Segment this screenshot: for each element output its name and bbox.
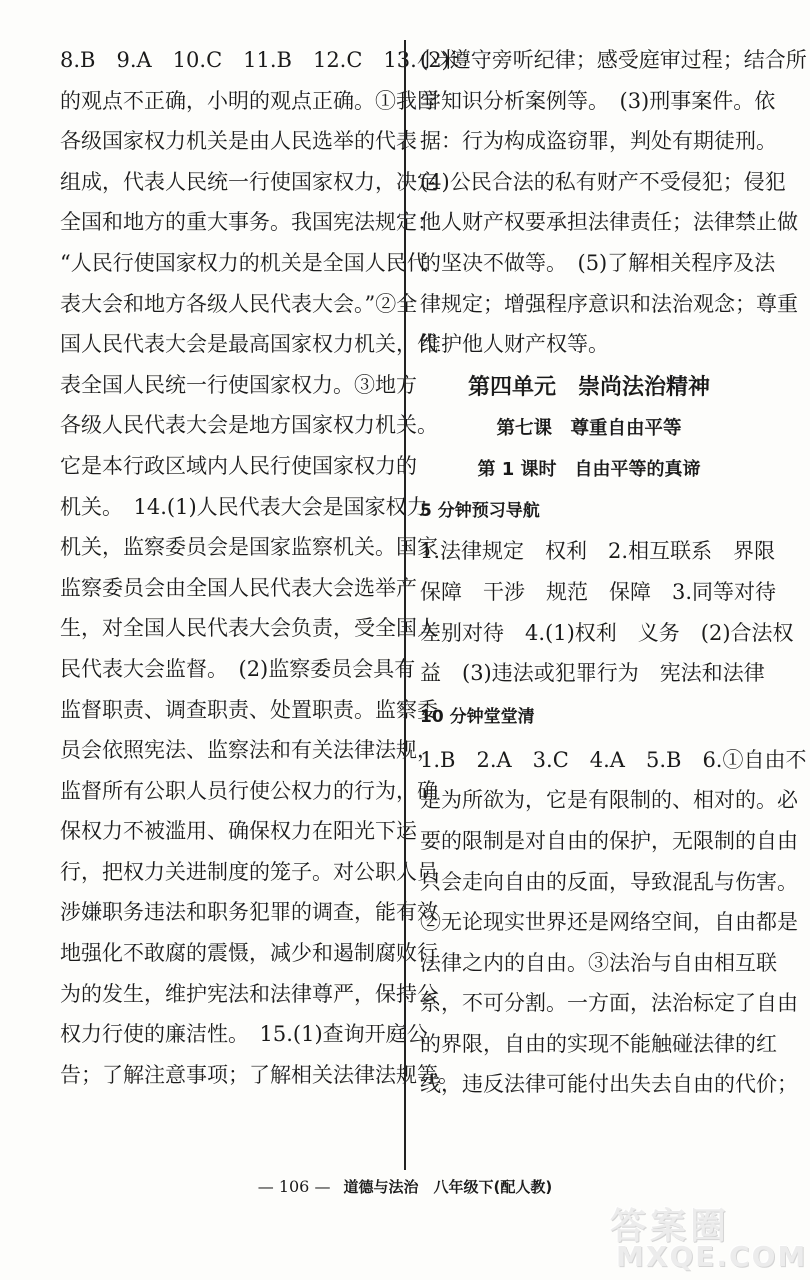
left-column-line: 保权力不被滥用、确保权力在阳光下运 [60, 819, 417, 844]
left-column-line: 生，对全国人民代表大会负责，受全国人 [60, 616, 438, 641]
left-column-line: 它是本行政区域内人民行使国家权力的 [60, 453, 417, 478]
right-top-line: (2)遵守旁听纪律；感受庭审过程；结合所 [420, 48, 807, 72]
left-column-line: 各级人民代表大会是地方国家权力机关。 [60, 413, 438, 438]
classwork-answer-line: ②无论现实世界还是网络空间，自由都是 [420, 910, 798, 935]
section-preview-answers [420, 531, 794, 693]
left-column-line: 各级国家权力机关是由人民选举的代表 [60, 129, 417, 154]
left-column-line: 机关。 14.(1)人民代表大会是国家权力 [60, 494, 428, 519]
left-column-line: 国人民代表大会是最高国家权力机关，代 [60, 332, 438, 357]
left-column-line: 涉嫌职务违法和职务犯罪的调查，能有效 [60, 900, 438, 925]
section-classwork-answers [420, 740, 807, 1105]
left-column-line: 告；了解注意事项；了解相关法律法规等。 [60, 1062, 459, 1087]
column-divider [404, 40, 406, 1170]
left-column-line: 民代表大会监督。 (2)监察委员会具有 [60, 656, 416, 681]
classwork-answer-line: 的界限，自由的实现不能触碰法律的红 [420, 1031, 777, 1056]
left-column-line: 全国和地方的重大事务。我国宪法规定： [60, 210, 438, 235]
left-column-line: 员会依照宪法、监察法和有关法律法规， [60, 738, 438, 763]
left-column-line: 表全国人民统一行使国家权力。③地方 [60, 372, 417, 397]
preview-answer-line: 益 (3)违法或犯罪行为 宪法和法律 [420, 661, 765, 686]
classwork-answer-line: 线，违反法律可能付出失去自由的代价； [420, 1072, 798, 1097]
watermark-cn: 答案圈 [610, 1206, 731, 1247]
left-column-line: 组成，代表人民统一行使国家权力，决定 [60, 169, 438, 194]
left-column-line: “人民行使国家权力的机关是全国人民代 [60, 250, 428, 275]
preview-answer-line: 差别对待 4.(1)权利 义务 (2)合法权 [420, 620, 794, 645]
classwork-answer-line: 要的限制是对自由的保护，无限制的自由 [420, 828, 798, 853]
classwork-answer-line: 1.B 2.A 3.C 4.A 5.B 6.①自由不 [420, 747, 807, 772]
classwork-answer-line: 只会走向自由的反面，导致混乱与伤害。 [420, 869, 798, 894]
right-column [420, 40, 807, 1105]
right-top-line: 学知识分析案例等。 (3)刑事案件。依 [420, 88, 776, 113]
section-preview-heading: 5 分钟预习导航 [420, 500, 540, 521]
book-title: 道德与法治 八年级下(配人教) [343, 1178, 553, 1196]
classwork-answer-line: 法律之内的自由。③法治与自由相互联 [420, 950, 777, 975]
period-title: 第 1 课时 自由平等的真谛 [477, 458, 701, 480]
right-top-block [420, 40, 807, 365]
left-column-line: 地强化不敢腐的震慑，减少和遏制腐败行 [60, 941, 438, 966]
right-top-line: 维护他人财产权等。 [420, 332, 609, 357]
classwork-answer-line: 是为所欲为，它是有限制的、相对的。必 [420, 788, 798, 813]
left-column-line: 监察委员会由全国人民代表大会选举产 [60, 575, 417, 600]
left-column-line: 监督职责、调查职责、处置职责。监察委 [60, 697, 438, 722]
left-column-line: 的观点不正确，小明的观点正确。①我国 [60, 88, 438, 113]
right-top-line: 他人财产权要承担法律责任；法律禁止做 [420, 210, 798, 235]
left-column-line: 为的发生，维护宪法和法律尊严，保持公 [60, 981, 438, 1006]
left-column-line: 行，把权力关进制度的笼子。对公职人员 [60, 859, 438, 884]
watermark-logo [600, 1198, 808, 1278]
unit-title: 第四单元 崇尚法治精神 [467, 374, 710, 400]
lesson-title: 第七课 尊重自由平等 [496, 417, 682, 439]
page-number: — 106 — [257, 1177, 331, 1196]
left-column-line: 监督所有公职人员行使公权力的行为，确 [60, 778, 438, 803]
left-column [60, 40, 459, 1095]
right-top-line: 的坚决不做等。 (5)了解相关程序及法 [420, 250, 776, 275]
left-column-line: 机关，监察委员会是国家监察机关。国家 [60, 535, 438, 560]
classwork-answer-line: 系，不可分割。一方面，法治标定了自由 [420, 991, 798, 1016]
preview-answer-line: 1.法律规定 权利 2.相互联系 界限 [420, 539, 776, 564]
left-column-line: 权力行使的廉洁性。 15.(1)查询开庭公 [60, 1022, 428, 1047]
right-top-line: (4)公民合法的私有财产不受侵犯；侵犯 [420, 169, 786, 194]
left-column-line: 表大会和地方各级人民代表大会。”②全 [60, 291, 418, 316]
preview-answer-line: 保障 干涉 规范 保障 3.同等对待 [420, 579, 777, 604]
section-classwork-heading: 10 分钟堂堂清 [420, 706, 535, 727]
right-top-line: 据：行为构成盗窃罪，判处有期徒刑。 [420, 129, 777, 154]
watermark-en: MXQE.COM [616, 1240, 808, 1273]
left-column-line: 8.B 9.A 10.C 11.B 12.C 13.小米 [60, 48, 459, 72]
right-top-line: 律规定；增强程序意识和法治观念；尊重 [420, 291, 798, 316]
